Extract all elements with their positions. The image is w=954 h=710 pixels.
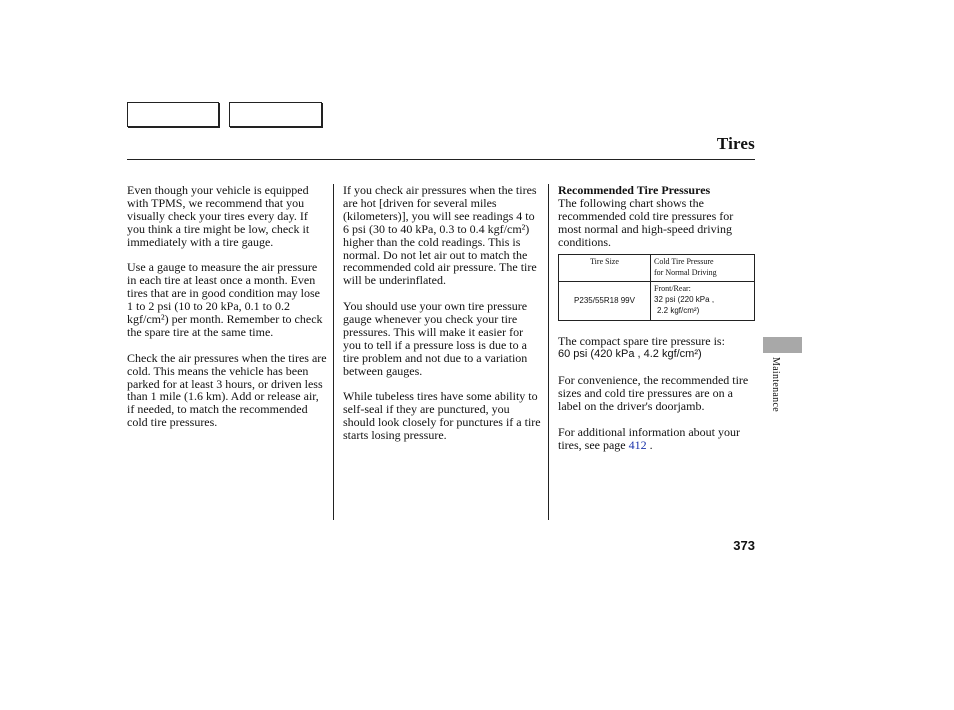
paragraph: The following chart shows the recommended cold tire pressures for most normal and high-speed driving conditions.: [558, 195, 734, 249]
column-divider: [333, 184, 334, 520]
paragraph: Check the air pressures when the tires are cold. This means the vehicle has been parked for at least 3 hours, or driven less than 1 mile (1.6 km). Add or release air, if needed, to match the recommended cold tire pressures.: [127, 350, 327, 430]
page-link[interactable]: 412: [628, 437, 647, 452]
header-rule: [127, 159, 755, 160]
paragraph: While tubeless tires have some ability to self-seal if they are punctured, you should look closely for punctures if a tire starts losing pressure.: [343, 389, 541, 443]
paragraph: Use a gauge to measure the air pressure in each tire at least once a month. Even tires that are in good condition may lose 1 to 2 psi (10 to 20 kPa, 0.1 to 0.2 kgf/cm²) per month. Remember to check the spare tire at the same time.: [127, 260, 323, 339]
nav-back-button[interactable]: [127, 102, 219, 127]
paragraph: For convenience, the recommended tire sizes and cold tire pressures are on a label on the driver's doorjamb.: [558, 373, 749, 414]
section-heading: Recommended Tire Pressures: [558, 183, 711, 197]
paragraph: If you check air pressures when the tires are hot [driven for several miles (kilometers)], you will see readings 4 to 6 psi (30 to 40 kPa, 0.3 to 0.4 kgf/cm²) higher than the cold readings. This is normal. Do not let air out to match the recommended cold air pressure. The tire will be underinflated.: [343, 183, 537, 288]
table-cell-pressure: Front/Rear: 32 psi (220 kPa , 2.2 kgf/cm²): [651, 281, 755, 320]
column-3: Recommended Tire Pressures The following chart shows the recommended cold tire pressures for most normal and high-speed driving conditions. Tire Size Cold Tire Pressure for Normal Driving P235/55R18 99V Front/Rear: 32 psi (220 kPa , 2.2 kgf/cm²) The compact spare tire pressure is: 60 psi (420 kPa , 4.2 kgf/cm²) For convenience, the recommended tire sizes and cold tire pressures are on a label on the driver's doorjamb. For additional information about your tires, see page 412 .: [558, 184, 758, 465]
section-tab[interactable]: [763, 337, 802, 353]
section-label: Maintenance: [770, 357, 781, 412]
tire-pressure-table: [558, 254, 755, 321]
nav-contents-button[interactable]: [229, 102, 322, 127]
paragraph: Even though your vehicle is equipped with TPMS, we recommend that you visually check your tires every day. If you think a tire might be low, check it immediately with a tire gauge.: [127, 183, 310, 249]
page-title: Tires: [716, 134, 755, 153]
table-header-tire-size: Tire Size: [559, 254, 651, 281]
column-2: [343, 184, 542, 455]
column-divider: [548, 184, 549, 520]
paragraph: The compact spare tire pressure is:: [558, 333, 725, 348]
table-cell-tire-size: P235/55R18 99V: [559, 281, 651, 320]
paragraph: You should use your own tire pressure gauge whenever you check your tire pressures. This will make it easier for you to tell if a pressure loss is due to a tire problem and not due to a variation between gauges.: [343, 299, 528, 378]
table-header-cold-pressure: Cold Tire Pressure for Normal Driving: [651, 254, 755, 281]
paragraph: For additional information about your tires, see page: [558, 424, 740, 452]
spare-pressure-value: 60 psi (420 kPa , 4.2 kgf/cm²): [558, 348, 702, 361]
column-1: [127, 184, 327, 442]
page-number: 373: [733, 538, 755, 553]
